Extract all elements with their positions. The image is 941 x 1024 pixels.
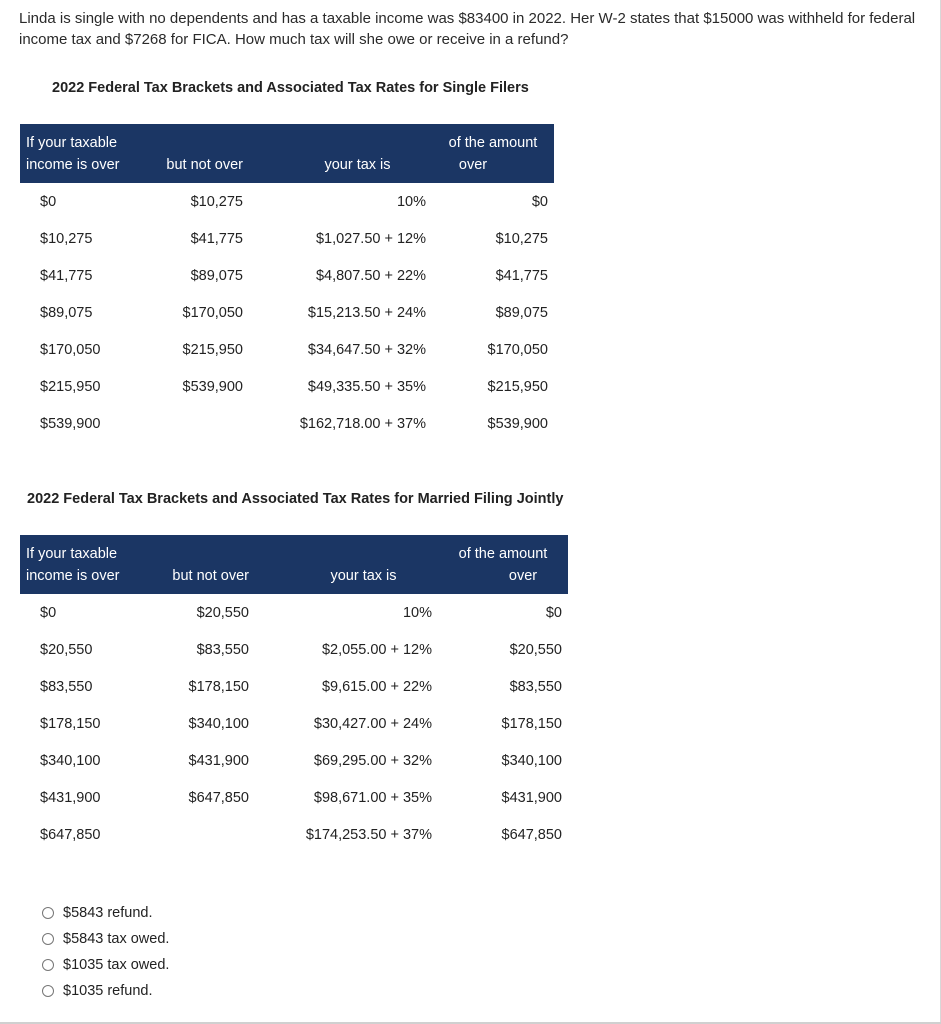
table-row: $215,950 $539,900 $49,335.50 + 35% $215,950: [40, 378, 548, 395]
answer-option-2[interactable]: [42, 926, 169, 952]
radio-button[interactable]: [42, 933, 54, 945]
table-row: $0 $20,550 10% $0: [40, 604, 562, 621]
table-row: $0 $10,275 10% $0: [40, 193, 548, 210]
table-row: $170,050 $215,950 $34,647.50 + 32% $170,050: [40, 341, 548, 358]
table-row: $340,100 $431,900 $69,295.00 + 32% $340,100: [40, 752, 562, 769]
table-header-row: [20, 535, 568, 594]
table-row: $83,550 $178,150 $9,615.00 + 22% $83,550: [40, 678, 562, 695]
answer-label[interactable]: $1035 refund.: [63, 983, 153, 999]
header-income-over: If your taxable income is over: [20, 124, 149, 183]
question-text: Linda is single with no dependents and has a taxable income was $83400 in 2022. Her W-2 states that $15000 was withheld for federal income tax and $7268 for FICA. How much tax will she owe or receive in a refund?: [19, 10, 916, 48]
married-table-caption: 2022 Federal Tax Brackets and Associated Tax Rates for Married Filing Jointly: [27, 491, 564, 507]
header-of-amount-over: of the amount over: [438, 535, 568, 594]
married-tax-table: [20, 535, 568, 853]
table-header-row: [20, 124, 554, 183]
answer-label[interactable]: $5843 tax owed.: [63, 931, 170, 947]
radio-button[interactable]: [42, 959, 54, 971]
table-row: $41,775 $89,075 $4,807.50 + 22% $41,775: [40, 267, 548, 284]
table-row: $178,150 $340,100 $30,427.00 + 24% $178,150: [40, 715, 562, 732]
header-your-tax-is: your tax is: [249, 124, 432, 183]
header-income-over: If your taxable income is over: [20, 535, 149, 594]
table-row: $20,550 $83,550 $2,055.00 + 12% $20,550: [40, 641, 562, 658]
answer-label[interactable]: $1035 tax owed.: [63, 957, 170, 973]
answer-option-1[interactable]: [42, 900, 169, 926]
single-tax-table: [20, 124, 554, 442]
header-your-tax-is: your tax is: [255, 535, 438, 594]
answer-label[interactable]: $5843 refund.: [63, 905, 153, 921]
header-but-not-over: but not over: [149, 535, 255, 594]
table-row: $89,075 $170,050 $15,213.50 + 24% $89,075: [40, 304, 548, 321]
header-of-amount-over: of the amount over: [432, 124, 554, 183]
answer-choices: [42, 900, 169, 1004]
radio-button[interactable]: [42, 907, 54, 919]
table-row: $10,275 $41,775 $1,027.50 + 12% $10,275: [40, 230, 548, 247]
header-but-not-over: but not over: [149, 124, 249, 183]
table-row: $539,900 $162,718.00 + 37% $539,900: [40, 415, 548, 432]
table-row: $647,850 $174,253.50 + 37% $647,850: [40, 826, 562, 843]
answer-option-4[interactable]: [42, 978, 169, 1004]
single-table-caption: 2022 Federal Tax Brackets and Associated Tax Rates for Single Filers: [52, 80, 529, 96]
answer-option-3[interactable]: [42, 952, 169, 978]
radio-button[interactable]: [42, 985, 54, 997]
table-row: $431,900 $647,850 $98,671.00 + 35% $431,900: [40, 789, 562, 806]
